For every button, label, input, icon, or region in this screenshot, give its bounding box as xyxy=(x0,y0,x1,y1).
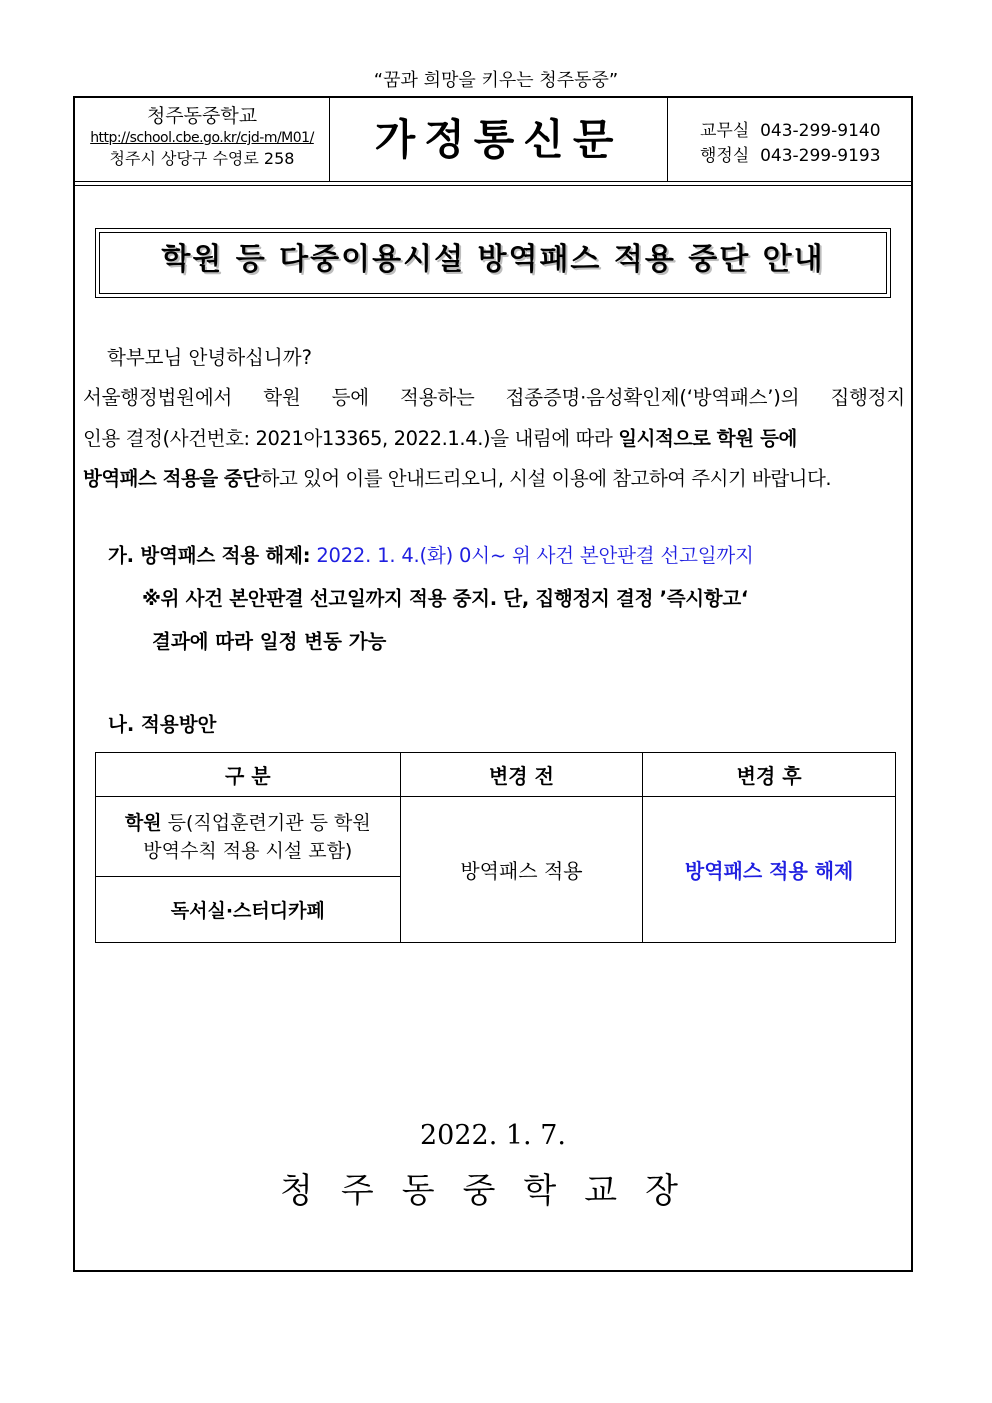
motto: “꿈과 희망을 키우는 청주동중” xyxy=(373,70,619,91)
body-emphasis: 방역패스 적용을 중단 xyxy=(83,467,261,490)
notice-title-box xyxy=(95,228,891,298)
contact-phone: 043-299-9193 xyxy=(760,146,881,166)
letter-header xyxy=(75,98,911,182)
before-value: 방역패스 적용 xyxy=(400,797,643,943)
header-divider xyxy=(75,185,911,186)
table-header-cell: 변경 전 xyxy=(400,753,643,797)
body-text: 하고 있어 이를 안내드리오니, 시설 이용에 참고하여 주시기 바랍니다. xyxy=(260,467,832,490)
table-header-row xyxy=(96,753,896,797)
table-header-cell: 구 분 xyxy=(96,753,401,797)
body-line-3 xyxy=(83,463,905,491)
contact-info xyxy=(668,98,911,182)
contact-label: 교무실 xyxy=(700,121,750,141)
after-value: 방역패스 적용 해제 xyxy=(643,797,896,943)
school-info xyxy=(75,98,330,182)
school-name: 청주동중학교 xyxy=(146,105,258,127)
section-a-period: 2022. 1. 4.(화) 0시~ 위 사건 본안판결 선고일까지 xyxy=(316,544,754,567)
body-text: 인용 결정(사건번호: 2021아13365, 2022.1.4.)을 내림에 따라 xyxy=(83,427,619,450)
category-academy xyxy=(96,797,401,877)
body-line-1: 서울행정법원에서 학원 등에 적용하는 접종증명·음성확인제(‘방역패스’)의 집행정지 xyxy=(83,386,905,409)
contact-row xyxy=(700,141,881,166)
notice-title: 학원 등 다중이용시설 방역패스 적용 중단 안내 xyxy=(161,242,825,277)
principal-signature: 청주동중학교장 xyxy=(280,1171,706,1211)
section-a-note: ※위 사건 본안판결 선고일까지 적용 중지. 단, 집행정지 결정 ’즉시항고‘ xyxy=(142,587,748,610)
section-b-label: 나. 적용방안 xyxy=(108,713,217,736)
contact-row xyxy=(700,116,881,141)
application-table xyxy=(95,752,896,943)
category-study-cafe: 독서실·스터디카페 xyxy=(96,877,401,943)
body-emphasis: 일시적으로 학원 등에 xyxy=(618,427,797,450)
contact-phone: 043-299-9140 xyxy=(760,121,881,141)
category-line: 방역수칙 적용 시설 포함) xyxy=(143,839,353,862)
category-line: 학원 등(직업훈련기관 등 학원 xyxy=(124,811,371,834)
table-row xyxy=(96,797,896,877)
doc-title: 가정통신문 xyxy=(330,98,668,182)
school-address: 청주시 상당구 수영로 258 xyxy=(109,149,295,168)
section-a xyxy=(108,540,754,568)
section-a-note-cont: 결과에 따라 일정 변동 가능 xyxy=(152,630,387,653)
contact-label: 행정실 xyxy=(700,146,750,166)
header-divider xyxy=(75,181,911,182)
section-a-label: 가. 방역패스 적용 해제: xyxy=(108,544,311,567)
greeting: 학부모님 안녕하십니까? xyxy=(107,346,312,369)
table-header-cell: 변경 후 xyxy=(643,753,896,797)
school-url-link[interactable]: http://school.cbe.go.kr/cjd-m/M01/ xyxy=(90,130,314,146)
body-line-2 xyxy=(83,423,905,451)
issue-date: 2022. 1. 7. xyxy=(420,1120,566,1151)
